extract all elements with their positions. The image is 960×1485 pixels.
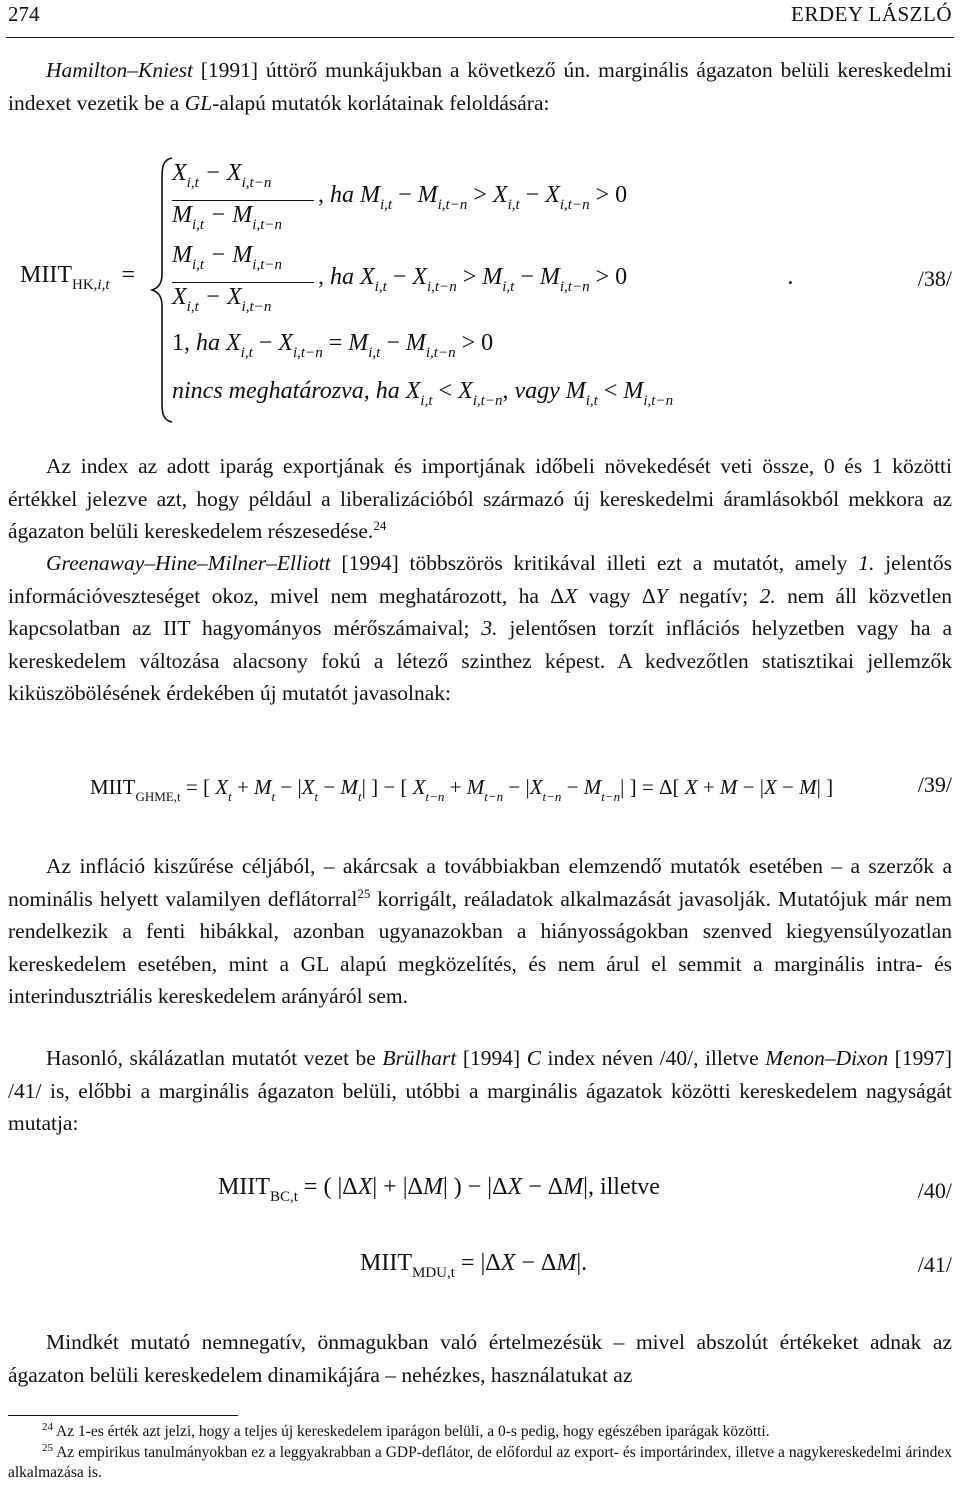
cited-authors: Menon–Dixon <box>765 1046 889 1070</box>
cited-authors: Greenaway–Hine–Milner–Elliott <box>46 551 331 575</box>
list-number: 3. <box>481 616 498 640</box>
footnote-ref-25: 25 <box>357 885 371 901</box>
page-number: 274 <box>8 2 40 26</box>
eq38-period: . <box>788 264 794 290</box>
list-number: 1. <box>858 551 875 575</box>
paragraph-text: Az index az adott iparág exportjának és importjának időbeli növekedését veti össze, 0 és 1 közötti értékkel jelezve azt, hogy például a liberalizációból származó új kereskedelmi áramlásokból mekkora az ágazaton belüli kereskedelem részesedése. <box>8 454 952 543</box>
footnote-ref-24: 24 <box>373 517 387 533</box>
paragraph-text: [1997] /41/ is, előbbi a marginális ágazaton belüli, utóbbi a marginális ágazatok közötti kereskedelem nagyságát mutatja: <box>8 1046 952 1135</box>
footnote-text: Az empirikus tanulmányokban ez a leggyakrabban a GDP-deflátor, de előfordul az export- és importárindex, illetve a nagykereskedelmi árindex alkalmazása is. <box>8 1444 952 1481</box>
eq40-tail: , illetve <box>587 1174 660 1200</box>
case3-condition: 1, ha $X_{i,t} - X_{i,t-n} = M_{i,t} - M_{i,t-n} > 0$ <box>172 330 494 361</box>
symbol-y: Y <box>655 583 668 608</box>
eq40-formula: $MIIT_{BC,t}$ = ( |ΔX| + |ΔM| ) − |ΔX − ΔM|, illetve <box>218 1174 660 1205</box>
case4-condition: nincs meghatározva, ha $X_{i,t} < X_{i,t-n}$, vagy $M_{i,t} < M_{i,t-n}$ <box>172 378 674 409</box>
eq41-formula: $MIIT_{MDU,t} = |\Delta X - \Delta M|$. <box>360 1250 588 1281</box>
running-head-author: ERDEY LÁSZLÓ <box>791 2 952 26</box>
paragraph-text: [1994] többszörös kritikával illeti ezt a mutatót, amely <box>330 551 859 575</box>
brulhart-paragraph <box>8 1042 952 1140</box>
paragraph-text: jelentősen torzít inflációs helyzetben vagy ha a kereskedelem változása alacsony fokú a létező szinthez képest. A kedvezőtlen statisztikai jellemzők kiküszöbölésének érdekében új mutatót javasolnak: <box>8 616 952 705</box>
paragraph-text: Az infláció kiszűrése céljából, – akárcsak a továbbiakban elemzendő mutatók esetében – a szerzők a nominális helyett valamilyen deflátorral <box>8 854 952 911</box>
equation-number-39: /39/ <box>917 772 952 797</box>
footnote-text: Az 1-es érték azt jelzi, hogy a teljes új kereskedelem iparágon belüli, a 0-s pedig, hogy egészében iparágak közötti. <box>53 1423 770 1440</box>
equation-number-40: /40/ <box>917 1178 952 1203</box>
symbol-x: X <box>564 583 578 608</box>
case2-condition: , ha $X_{i,t} - X_{i,t-n} > M_{i,t} - M_{i,t-n} > 0$ <box>318 264 628 295</box>
paragraph-text: vagy Δ <box>577 583 656 608</box>
intro-paragraph <box>8 54 952 119</box>
footnote-rule <box>8 1415 238 1416</box>
footnote-24 <box>8 1422 952 1442</box>
paragraph-text: negatív; <box>667 583 760 608</box>
inflation-paragraph <box>8 850 952 1013</box>
paragraph-text: -alapú mutatók korlátainak feloldására: <box>212 90 550 115</box>
critique-paragraph <box>8 547 952 710</box>
equation-number-41: /41/ <box>917 1252 952 1277</box>
paragraph-text: [1994] <box>456 1046 527 1070</box>
paragraph-text: index néven /40/, illetve <box>541 1046 766 1070</box>
paragraph-text: korrigált, reáladatok alkalmazását javasolják. Mutatójuk már nem rendelkezik a fenti hibákkal, azonban ugyanazokban a hiányosságokban szenved kiegyensúlyozatlan kereskedelem esetében, mint a GL alapú megközelítés, és nem árul el semmit a marginális intra- és interindusztriális kereskedelem arányáról sem. <box>8 886 953 1008</box>
equation-number-38: /38/ <box>917 266 952 291</box>
paragraph-text: nem áll közvetlen kapcsolatban az IIT hagyományos mérőszámaival; <box>8 583 952 640</box>
closing-paragraph: Mindkét mutató nemnegatív, önmagukban való értelmezésük – mivel abszolút értékeket adnak az ágazaton belüli kereskedelem dinamikájára – nehézkes, használatukat az <box>8 1330 952 1387</box>
index-description-paragraph <box>8 450 952 548</box>
cited-author: Brülhart <box>382 1046 457 1070</box>
eq39-formula: $MIIT_{GHME,t}$ = [ $X_t + M_t - |X_t - M_t|$ ] − [ $X_{t-n} + M_{t-n} - |X_{t-n} - M_{t-n}|$ ] = Δ[ X + M − |X − M| ] <box>90 775 834 804</box>
paragraph-text: Hasonló, skálázatlan mutatót vezet be <box>46 1046 383 1070</box>
header-rule <box>6 37 954 38</box>
paragraph-text: jelentős információveszteséget okoz, mivel nem meghatározott, ha Δ <box>8 551 952 608</box>
gl-symbol: GL <box>184 90 213 115</box>
list-number: 2. <box>759 583 776 608</box>
case1-condition: , ha $M_{i,t} - M_{i,t-n} > X_{i,t} - X_{i,t-n} > 0$ <box>318 182 628 213</box>
eq38-lhs: $MIIT_{HK,i,t}$ = <box>20 262 136 293</box>
footnote-25 <box>8 1443 952 1483</box>
document-page: 274 ERDEY LÁSZLÓ Hamilton–Kniest [1991] úttörő munkájukban a következő ún. marginális ágazaton belüli kereskedelmi indexet vezetik be a GL-alapú mutatók korlátainak feloldására: $MIIT_{HK,i,t}$ = $X_{i,t} - X_{i,t-n}$ $M_{i,t} - M_{i,t-n}$ , ha $M_{i,t} - M_{i,t-n} > X_{i,t} - X_{i,t-n} > 0$ $M_{i,t} - M_{i,t-n}$ $X_{i,t} - X_{i,t-n}$ , ha $X_{i,t} - X_{i,t-n} > M_{i,t} - M_{i,t-n} > 0$ . 1, ha $X_{i,t} - X_{i,t-n} = M_{i,t} - M_{i,t-n} > 0$ nincs meghatározva, ha $X_{i,t} < X_{i,t-n}$, vagy $M_{i,t} < M_{i,t-n}$ /38/ Az index az adott iparág exportjának és importjának időbeli növekedését veti össze, 0 és 1 közötti értékkel jelezve azt, hogy például a liberalizációból származó új kereskedelmi áramlásokból mekkora az ágazaton belüli kereskedelem részesedése.$^{24}$ Greenaway–Hine–Milner–Elliott [1994] többszörös kritikával illeti ezt a mutatót, amely 1. jelentős információveszteséget okoz, mivel nem meghatározott, ha ΔX vagy ΔY negatív; 2. nem áll közvetlen kapcsolatban az IIT hagyományos mérőszámaival; 3. jelentősen torzít inflációs helyzetben vagy ha a kereskedelem változása alacsony fokú a létező szinthez képest. A kedvezőtlen statisztikai jellemzők kiküszöbölésének érdekében új mutatót javasolnak: $MIIT_{GHME,t}$ = [ $X_t + M_t - |X_t - M_t|$ ] − [ $X_{t-n} + M_{t-n} - |X_{t-n} - M_{t-n}|$ ] = Δ[ X + M − |X − M| ] /39/ Az infláció kiszűrése céljából, – akárcsak a továbbiakban elemzendő mutatók esetében – a szerzők a nominális helyett valamilyen deflátorral$^{25}$ korrigált, reáladatok alkalmazását javasolják. Mutatójuk már nem rendelkezik a fenti hibákkal, azonban ugyanazokban a hiányosságokban szenved kiegyensúlyozatlan kereskedelem esetében, mint a GL alapú megközelítés, és nem árul el semmit a marginális intra- és interindusztriális kereskedelem arányáról sem. Hasonló, skálázatlan mutatót vezet be Brülhart [1994] C index néven /40/, illetve Menon–Dixon [1997] /41/ is, előbbi a marginális ágazaton belüli, utóbbi a marginális ágazatok közötti kereskedelem nagyságát mutatja: $MIIT_{BC,t}$ = ( |ΔX| + |ΔM| ) − |ΔX − ΔM|, illetve /40/ $MIIT_{MDU,t} = |\Delta X - \Delta M|$. /41/ Mindkét mutató nemnegatív, önmagukban való értelmezésük – mivel abszolút értékeket adnak az ágazaton belüli kereskedelem dinamikájára – nehézkes, használatukat az $^{24}$ Az 1-es érték azt jelzi, hogy a teljes új kereskedelem iparágon belüli, a 0-s pedig, hogy egészében iparágak közötti. $^{25}$ Az empirikus tanulmányokban ez a leggyakrabban a GDP-deflátor, de előfordul az export- és importárindex, illetve a nagykereskedelmi árindex alkalmazása is. <box>8 2 953 1481</box>
paragraph-text: [1991] úttörő munkájukban a következő ún. marginális ágazaton belüli kereskedelmi indexet vezetik be a <box>8 58 952 115</box>
index-symbol: C <box>526 1046 542 1070</box>
cited-authors: Hamilton–Kniest <box>46 58 193 82</box>
footnote-number: 25 <box>42 1441 53 1454</box>
footnote-number: 24 <box>42 1420 53 1433</box>
